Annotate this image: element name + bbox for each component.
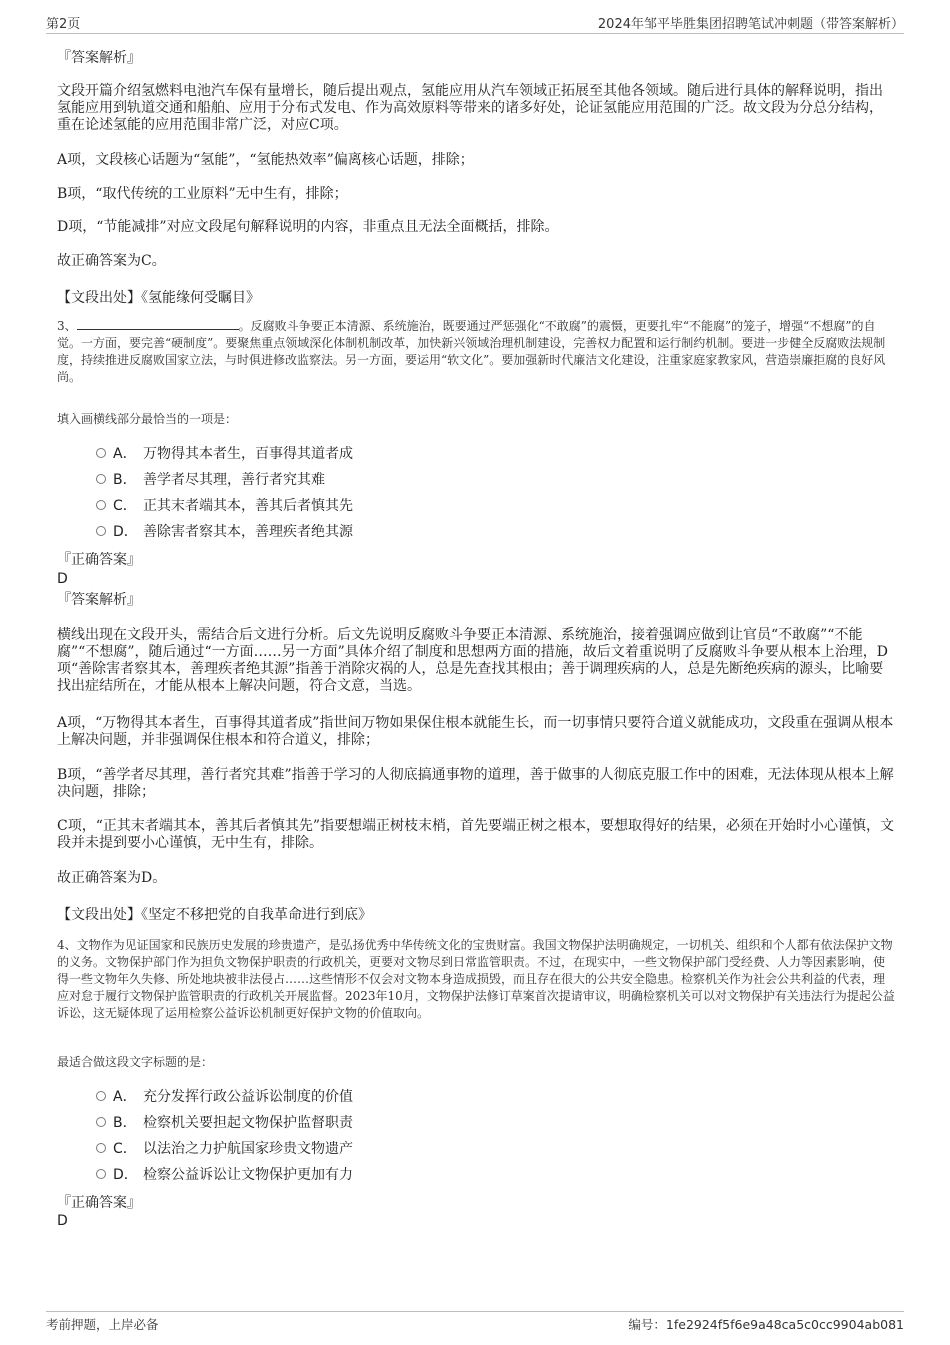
q3-correct-answer: D	[57, 571, 68, 587]
q3-source: 【文段出处】《坚定不移把党的自我革命进行到底》	[57, 907, 372, 923]
q3-prompt: 填入画横线部分最恰当的一项是：	[57, 412, 238, 426]
page-footer	[46, 1311, 904, 1335]
q3-blank-line	[77, 317, 239, 330]
q3-analysis-option-b: B项，“善学者尽其理，善行者究其难”指善于学习的人彻底搞通事物的道理，善于做事的人彻底克服工作中的困难，无法体现从根本上解决问题，排除；	[57, 767, 894, 800]
q4-option-c[interactable]: C． 以法治之力护航国家珍贵文物遗产	[96, 1140, 353, 1158]
radio-icon[interactable]	[96, 500, 106, 510]
radio-icon[interactable]	[96, 448, 106, 458]
q2-analysis-label: 『答案解析』	[57, 50, 141, 66]
q4-option-a[interactable]: A． 充分发挥行政公益诉讼制度的价值	[96, 1088, 353, 1106]
q4-correct-answer: D	[57, 1213, 68, 1229]
q3-analysis-option-a: A项，“万物得其本者生，百事得其道者成”指世间万物如果保住根本就能生长，而一切事情只要符合道义就能成功，文段重在强调从根本上解决问题，并非强调保住根本和符合道义，排除；	[57, 715, 894, 748]
q2-source: 【文段出处】《氢能缘何受瞩目》	[57, 290, 260, 306]
document-id: 编号：1fe2924f5f6e9a48ca5c0cc9904ab081	[628, 1317, 904, 1332]
q3-stem	[57, 317, 895, 386]
q3-option-b[interactable]: B． 善学者尽其理，善行者究其难	[96, 471, 325, 489]
q4-option-b[interactable]: B． 检察机关要担起文物保护监督职责	[96, 1114, 353, 1132]
q4-stem: 4、文物作为见证国家和民族历史发展的珍贵遗产，是弘扬优秀中华传统文化的宝贵财富。我国文物保护法明确规定，一切机关、组织和个人都有依法保护文物的义务。文物保护部门作为担负文物保护职责的行政机关，更要对文物尽到日常监管职责。不过，在现实中，一些文物保护部门受经费、人力等因素影响，使得一些文物年久失修、所处地块被非法侵占……这些情形不仅会对文物本身造成损毁，而且存在很大的公共安全隐患。检察机关作为社会公共利益的代表，理应对怠于履行文物保护监管职责的行政机关开展监督。2023年10月，文物保护法修订草案首次提请审议，明确检察机关可以对文物保护有关违法行为提起公益诉讼，这无疑体现了运用检察公益诉讼机制更好保护文物的价值取向。	[57, 938, 895, 1020]
q2-analysis-option-b: B项，“取代传统的工业原料”无中生有，排除；	[57, 186, 348, 202]
q4-option-d[interactable]: D． 检察公益诉讼让文物保护更加有力	[96, 1166, 353, 1184]
footer-slogan: 考前押题，上岸必备	[46, 1317, 159, 1332]
q3-analysis-label: 『答案解析』	[57, 592, 141, 608]
q3-stem-text: 。反腐败斗争要正本清源、系统施治，既要通过严惩强化“不敢腐”的震慑，更要扎牢“不能腐”的笼子，增强“不想腐”的自觉。一方面，要完善“硬制度”。要聚焦重点领域深化体制机制改革，加快新兴领域治理机制建设，完善权力配置和运行制约机制。要进一步健全反腐败法规制度，持续推进反腐败国家立法，与时俱进修改监察法。另一方面，要运用“软文化”。要加强新时代廉洁文化建设，注重家庭家教家风，营造崇廉拒腐的良好风尚。	[57, 319, 886, 384]
radio-icon[interactable]	[96, 1091, 106, 1101]
q2-analysis-option-d: D项，“节能减排”对应文段尾句解释说明的内容，非重点且无法全面概括，排除。	[57, 219, 559, 235]
q4-correct-label: 『正确答案』	[57, 1195, 141, 1211]
q3-analysis-paragraph: 横线出现在文段开头，需结合后文进行分析。后文先说明反腐败斗争要正本清源、系统施治，接着强调应做到让官员“不敢腐”“不能腐”“不想腐”，随后通过“一方面……另一方面”具体介绍了制度和思想两方面的措施，故后文着重说明了反腐败斗争要从根本上治理，D项“善除害者察其本，善理疾者绝其源”指善于消除灾祸的人，总是先查找其根由；善于调理疾病的人，总是先断绝疾病的源头，比喻要找出症结所在，才能从根本上解决问题，符合文意，当选。	[57, 627, 889, 694]
q4-prompt: 最适合做这段文字标题的是：	[57, 1055, 214, 1069]
q3-option-a[interactable]: A． 万物得其本者生，百事得其道者成	[96, 445, 353, 463]
radio-icon[interactable]	[96, 474, 106, 484]
q3-analysis-option-c: C项，“正其末者端其本，善其后者慎其先”指要想端正树枝末梢，首先要端正树之根本，要想取得好的结果，必须在开始时小心谨慎，文段并未提到要小心谨慎，无中生有，排除。	[57, 818, 895, 851]
radio-icon[interactable]	[96, 526, 106, 536]
document-title: 2024年邹平毕胜集团招聘笔试冲刺题（带答案解析）	[597, 17, 904, 32]
radio-icon[interactable]	[96, 1117, 106, 1127]
q3-number: 3、	[57, 319, 77, 333]
q2-conclusion: 故正确答案为C。	[57, 253, 166, 269]
page-number: 第2页	[46, 17, 81, 32]
radio-icon[interactable]	[96, 1143, 106, 1153]
q2-analysis-paragraph: 文段开篇介绍氢燃料电池汽车保有量增长，随后提出观点，氢能应用从汽车领域正拓展至其他各领域。随后进行具体的解释说明，指出氢能应用到轨道交通和船舶、应用于分布式发电、作为高效原料等带来的诸多好处，论证氢能应用范围的广泛。故文段为分总分结构，重在论述氢能的应用范围非常广泛，对应C项。	[57, 83, 883, 133]
radio-icon[interactable]	[96, 1169, 106, 1179]
q3-option-c[interactable]: C． 正其末者端其本，善其后者慎其先	[96, 497, 353, 515]
q3-option-d[interactable]: D． 善除害者察其本，善理疾者绝其源	[96, 523, 353, 541]
q2-analysis-option-a: A项，文段核心话题为“氢能”，“氢能热效率”偏离核心话题，排除；	[57, 152, 474, 168]
page-header	[46, 13, 904, 34]
q3-conclusion: 故正确答案为D。	[57, 870, 167, 886]
q3-correct-label: 『正确答案』	[57, 552, 141, 568]
